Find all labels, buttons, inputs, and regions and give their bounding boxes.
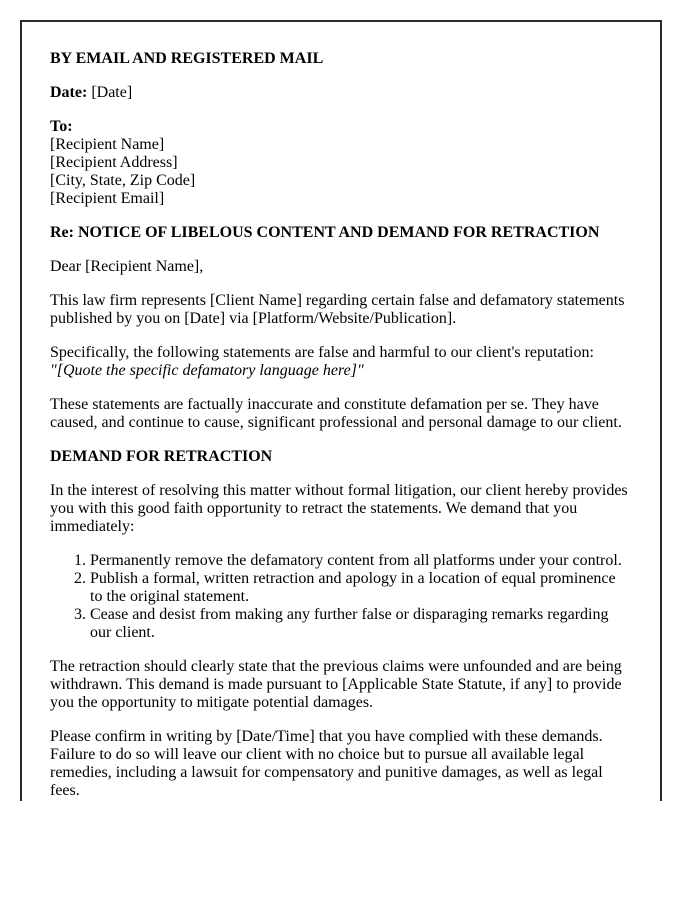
paragraph-confirm: Please confirm in writing by [Date/Time] that you have complied with these demands. Failure to do so will leave our client with no choice but to pursue all available legal remedies, including a lawsuit for compensatory and punitive damages, as well as legal fees. [50,728,603,799]
recipient-block [50,118,632,208]
section-heading-demand: DEMAND FOR RETRACTION [50,448,273,465]
salutation: Dear [Recipient Name], [50,258,204,275]
letter-document [20,20,662,801]
paragraph-representation: This law firm represents [Client Name] regarding certain false and defamatory statements published by you on [Date] via [Platform/Website/Publication]. [50,292,625,327]
date-label: Date: [50,84,88,101]
recipient-email: [Recipient Email] [50,190,165,207]
paragraph-specifically [50,344,632,380]
date-value: [Date] [91,84,133,101]
paragraph-retraction: The retraction should clearly state that the previous claims were unfounded and are being withdrawn. This demand is made pursuant to [Applicable State Statute, if any] to provide you the opportunity to mitigate potential damages. [50,658,622,711]
date-line [50,84,632,102]
demand-list [50,552,632,642]
demand-item-retraction: 2. Publish a formal, written retraction and apology in a location of equal prominence to the original statement. [90,570,632,606]
paragraph-interest: In the interest of resolving this matter without formal litigation, our client hereby provides you with this good faith opportunity to retract the statements. We demand that you immediately: [50,482,628,535]
recipient-address: [Recipient Address] [50,154,178,171]
paragraph-statements: These statements are factually inaccurate and constitute defamation per se. They have caused, and continue to cause, significant professional and personal damage to our client. [50,396,622,431]
recipient-name: [Recipient Name] [50,136,165,153]
delivery-method-line: BY EMAIL AND REGISTERED MAIL [50,50,324,67]
demand-item-cease: 3. Cease and desist from making any further false or disparaging remarks regarding our client. [90,606,632,642]
specifically-text: Specifically, the following statements are false and harmful to our client's reputation: [50,344,594,361]
to-label: To: [50,118,73,135]
demand-item-remove: 1. Permanently remove the defamatory content from all platforms under your control. [90,552,632,570]
recipient-city-state-zip: [City, State, Zip Code] [50,172,196,189]
defamatory-quote-placeholder: "[Quote the specific defamatory language here]" [50,362,364,379]
subject-line: Re: NOTICE OF LIBELOUS CONTENT AND DEMAND FOR RETRACTION [50,224,600,241]
